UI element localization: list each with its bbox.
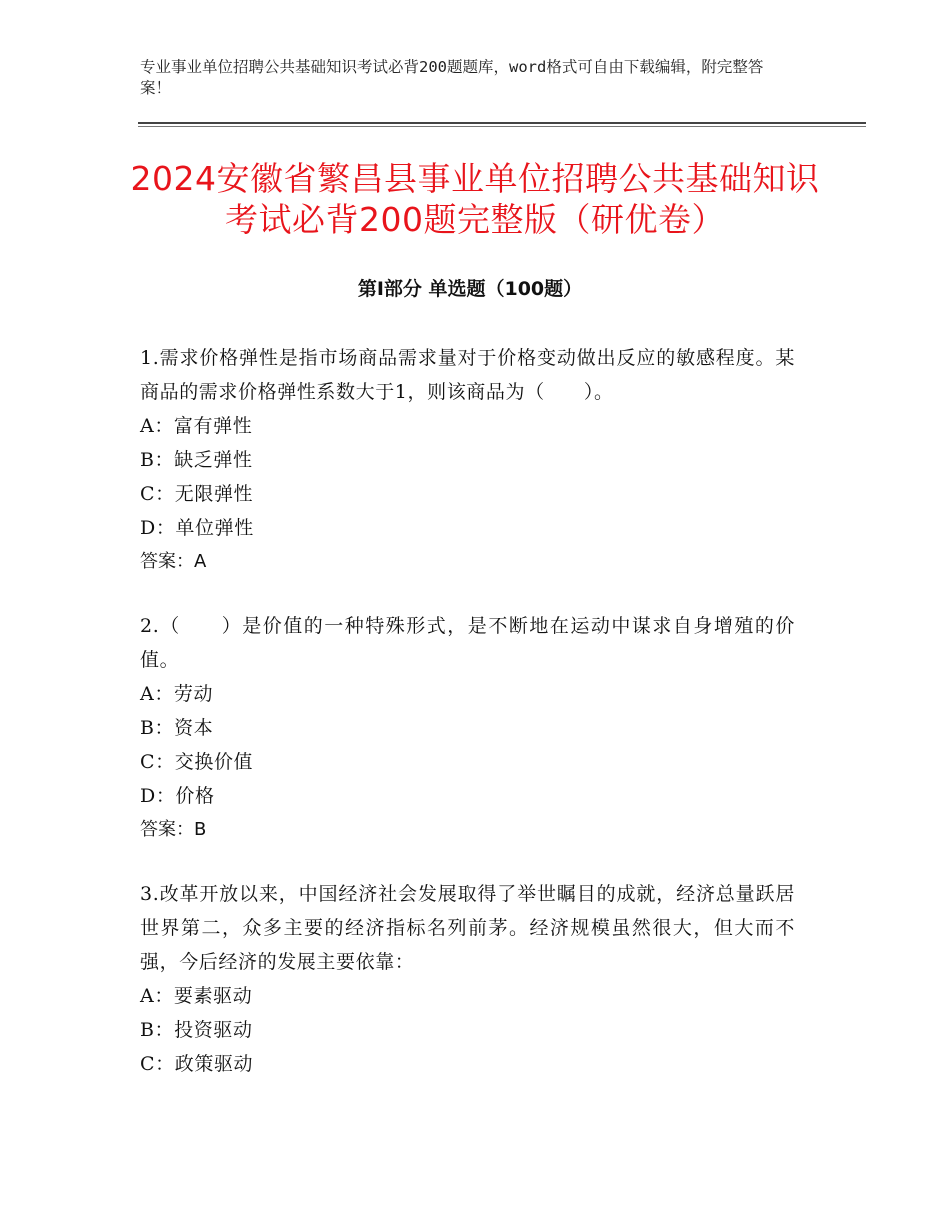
- option-d: D：单位弹性: [140, 517, 254, 539]
- question-3: [140, 877, 795, 1081]
- option-a: A：要素驱动: [140, 985, 253, 1007]
- question-text: 1.需求价格弹性是指市场商品需求量对于价格变动做出反应的敏感程度。某商品的需求价格弹性系数大于1，则该商品为（ ）。: [140, 347, 795, 403]
- question-text: 3.改革开放以来，中国经济社会发展取得了举世瞩目的成就，经济总量跃居世界第二，众多主要的经济指标名列前茅。经济规模虽然很大，但大而不强，今后经济的发展主要依靠：: [140, 883, 795, 973]
- option-a: A：劳动: [140, 683, 214, 705]
- answer: 答案：B: [140, 819, 207, 840]
- option-b: B：缺乏弹性: [140, 449, 253, 471]
- question-1: [140, 341, 795, 579]
- header-divider-thick: [138, 122, 866, 124]
- option-b: B：资本: [140, 717, 214, 739]
- answer: 答案：A: [140, 551, 207, 572]
- question-list: [140, 341, 795, 1111]
- option-a: A：富有弹性: [140, 415, 253, 437]
- option-b: B：投资驱动: [140, 1019, 253, 1041]
- question-text: 2.（ ）是价值的一种特殊形式，是不断地在运动中谋求自身增殖的价值。: [140, 615, 795, 671]
- question-2: [140, 609, 795, 847]
- option-c: C：交换价值: [140, 751, 254, 773]
- option-c: C：政策驱动: [140, 1053, 254, 1075]
- option-d: D：价格: [140, 785, 215, 807]
- section-heading: 第I部分 单选题（100题）: [357, 278, 583, 300]
- option-c: C：无限弹性: [140, 483, 254, 505]
- header-note: 专业事业单位招聘公共基础知识考试必背200题题库，word格式可自由下载编辑，附完整答案！: [140, 58, 764, 97]
- document-title: 2024安徽省繁昌县事业单位招聘公共基础知识考试必背200题完整版（研优卷）: [130, 159, 820, 239]
- header-divider-thin: [138, 126, 866, 127]
